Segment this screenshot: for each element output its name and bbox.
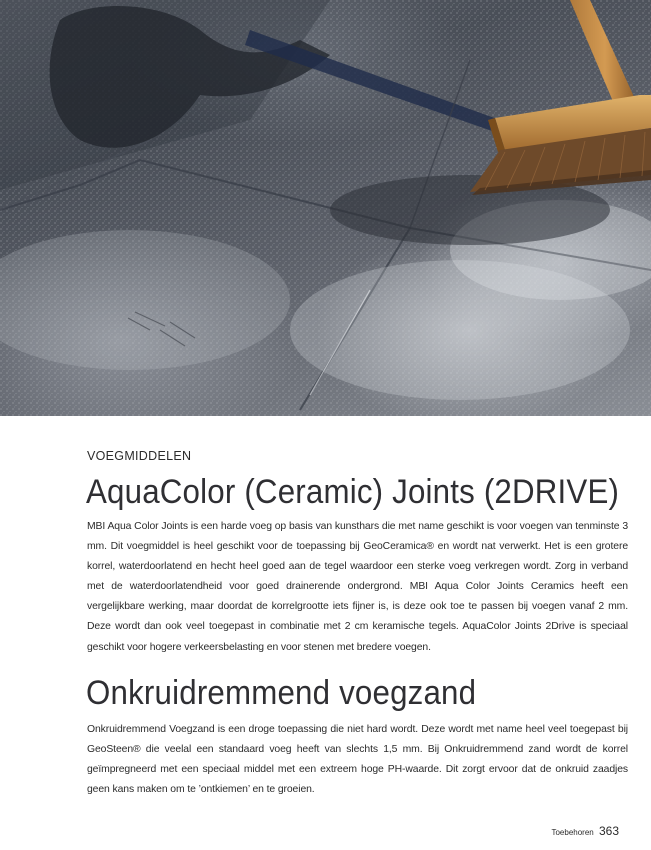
section2-body: Onkruidremmend Voegzand is een droge toepassing die niet hard wordt. Deze wordt met name heel veel toegepast bij GeoSteen® die veelal een standaard voeg heeft van slechts 1,5 mm. Bij Onkruidremmend zand wordt de korrel geïmpregneerd met een speciaal middel met een extreem hoge PH-waarde. Dit zorgt ervoor dat de onkruid zaadjes geen kans maken om te ’ontkiemen’ en te groeien. xyxy=(87,724,628,796)
page-number: 363 xyxy=(598,824,619,838)
section2-title: Onkruidremmend voegzand xyxy=(86,674,477,712)
hero-photo xyxy=(0,0,651,416)
page-footer xyxy=(551,824,619,838)
footer-label: Toebehoren xyxy=(551,828,594,837)
section-title: AquaColor (Ceramic) Joints (2DRIVE) xyxy=(86,473,620,511)
section-kicker: VOEGMIDDELEN xyxy=(87,449,192,463)
section-body: MBI Aqua Color Joints is een harde voeg op basis van kunsthars die met name geschikt is voor voegen van tenminste 3 mm. Dit voegmiddel is heel geschikt voor de toepassing bij GeoCeramica® en wordt nat verwerkt. Het is een grotere korrel, waterdoorlatend en hecht heel goed aan de tegel waardoor een sterke voeg verkregen wordt. Zorg in verband met de waterdoorlatendheid voor goed drainerende ondergrond. MBI Aqua Color Joints Ceramics heeft een vergelijkbare werking, maar doordat de korrelgrootte iets fijner is, is deze ook toe te passen bij voegen vanaf 2 mm. Deze wordt dan ook veel toegepast in combinatie met 2 cm keramische tegels. AquaColor Joints 2Drive is speciaal geschikt voor hogere verkeersbelasting en voor stenen met bredere voegen. xyxy=(87,521,628,653)
broom-on-tiles-illustration xyxy=(0,0,651,416)
